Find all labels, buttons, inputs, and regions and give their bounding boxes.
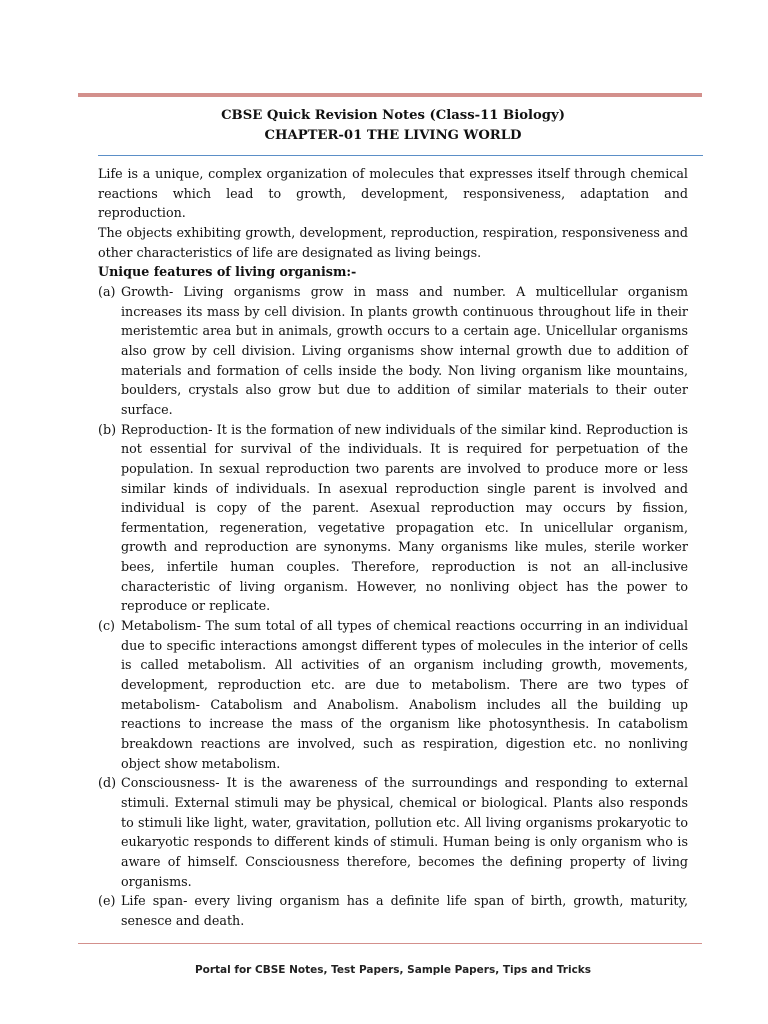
feature-text: Life span- every living organism has a definite life span of birth, growth, maturity, senesce and death. [121, 893, 688, 928]
document-body [98, 164, 688, 931]
footer-divider [78, 943, 702, 944]
feature-marker: (b) [98, 421, 117, 437]
feature-text: Growth- Living organisms grow in mass and number. A multicellular organism increases its mass by cell division. In plants growth continuous throughout life in their meristemtic area but in animals, growth occurs to a certain age. Unicellular organisms also grow by cell division. Living organisms show internal growth due to addition of materials and formation of cells inside the body. Non living organism like mountains, boulders, crystals also grow but due to addition of similar materials to their outer surface. [121, 283, 688, 417]
section-heading: Unique features of living organism:- [98, 264, 357, 280]
feature-text: Reproduction- It is the formation of new individuals of the similar kind. Reproduction is not essential for survival of the individuals. It is required for perpetuation of the population. In sexual reproduction two parents are involved to produce more or less similar kinds of individuals. In asexual reproduction single parent is involved and individual is copy of the parent. Asexual reproduction may occurs by fission, fermentation, regeneration, vegetative propagation etc. In unicellular organism, growth and reproduction are synonyms. Many organisms like mules, sterile worker bees, infertile human couples. Therefore, reproduction is not an all-inclusive characteristic of living organism. However, no nonliving object has the power to reproduce or replicate. [121, 421, 688, 614]
chapter-title: CHAPTER-01 THE LIVING WORLD [264, 128, 522, 143]
feature-text: Consciousness- It is the awareness of the surroundings and responding to external stimuli. External stimuli may be physical, chemical or biological. Plants also responds to stimuli like light, water, gravitation, pollution etc. All living organisms prokaryotic to eukaryotic responds to different kinds of stimuli. Human being is only organism who is aware of himself. Consciousness therefore, becomes the defining property of living organisms. [121, 775, 688, 889]
feature-marker: (d) [98, 775, 117, 791]
feature-marker: (c) [98, 618, 116, 634]
feature-marker: (a) [98, 283, 116, 299]
intro-paragraph: The objects exhibiting growth, development, reproduction, respiration, responsiveness and other characteristics of life are designated as living beings. [98, 224, 688, 260]
page-header [98, 106, 688, 146]
intro-paragraph: Life is a unique, complex organization of molecules that expresses itself through chemical reactions which lead to growth, development, responsiveness, adaptation and reproduction. [98, 166, 688, 221]
document-title: CBSE Quick Revision Notes (Class-11 Biology) [221, 108, 565, 123]
feature-item-metabolism [98, 616, 688, 773]
feature-item-growth [98, 282, 688, 420]
feature-item-consciousness [98, 773, 688, 891]
page-footer: Portal for CBSE Notes, Test Papers, Sample Papers, Tips and Tricks [194, 964, 592, 976]
feature-text: Metabolism- The sum total of all types of chemical reactions occurring in an individual due to specific interactions amongst different types of molecules in the interior of cells is called metabolism. All activities of an organism including growth, movements, development, reproduction etc. are due to metabolism. There are two types of metabolism- Catabolism and Anabolism. Anabolism includes all the building up reactions to increase the mass of the organism like photosynthesis. In catabolism breakdown reactions are involved, such as respiration, digestion etc. no nonliving object show metabolism. [121, 618, 688, 771]
feature-item-reproduction [98, 420, 688, 617]
header-divider [98, 155, 703, 156]
feature-item-life-span [98, 891, 688, 930]
top-decorative-rule [78, 93, 702, 97]
feature-marker: (e) [98, 893, 116, 909]
